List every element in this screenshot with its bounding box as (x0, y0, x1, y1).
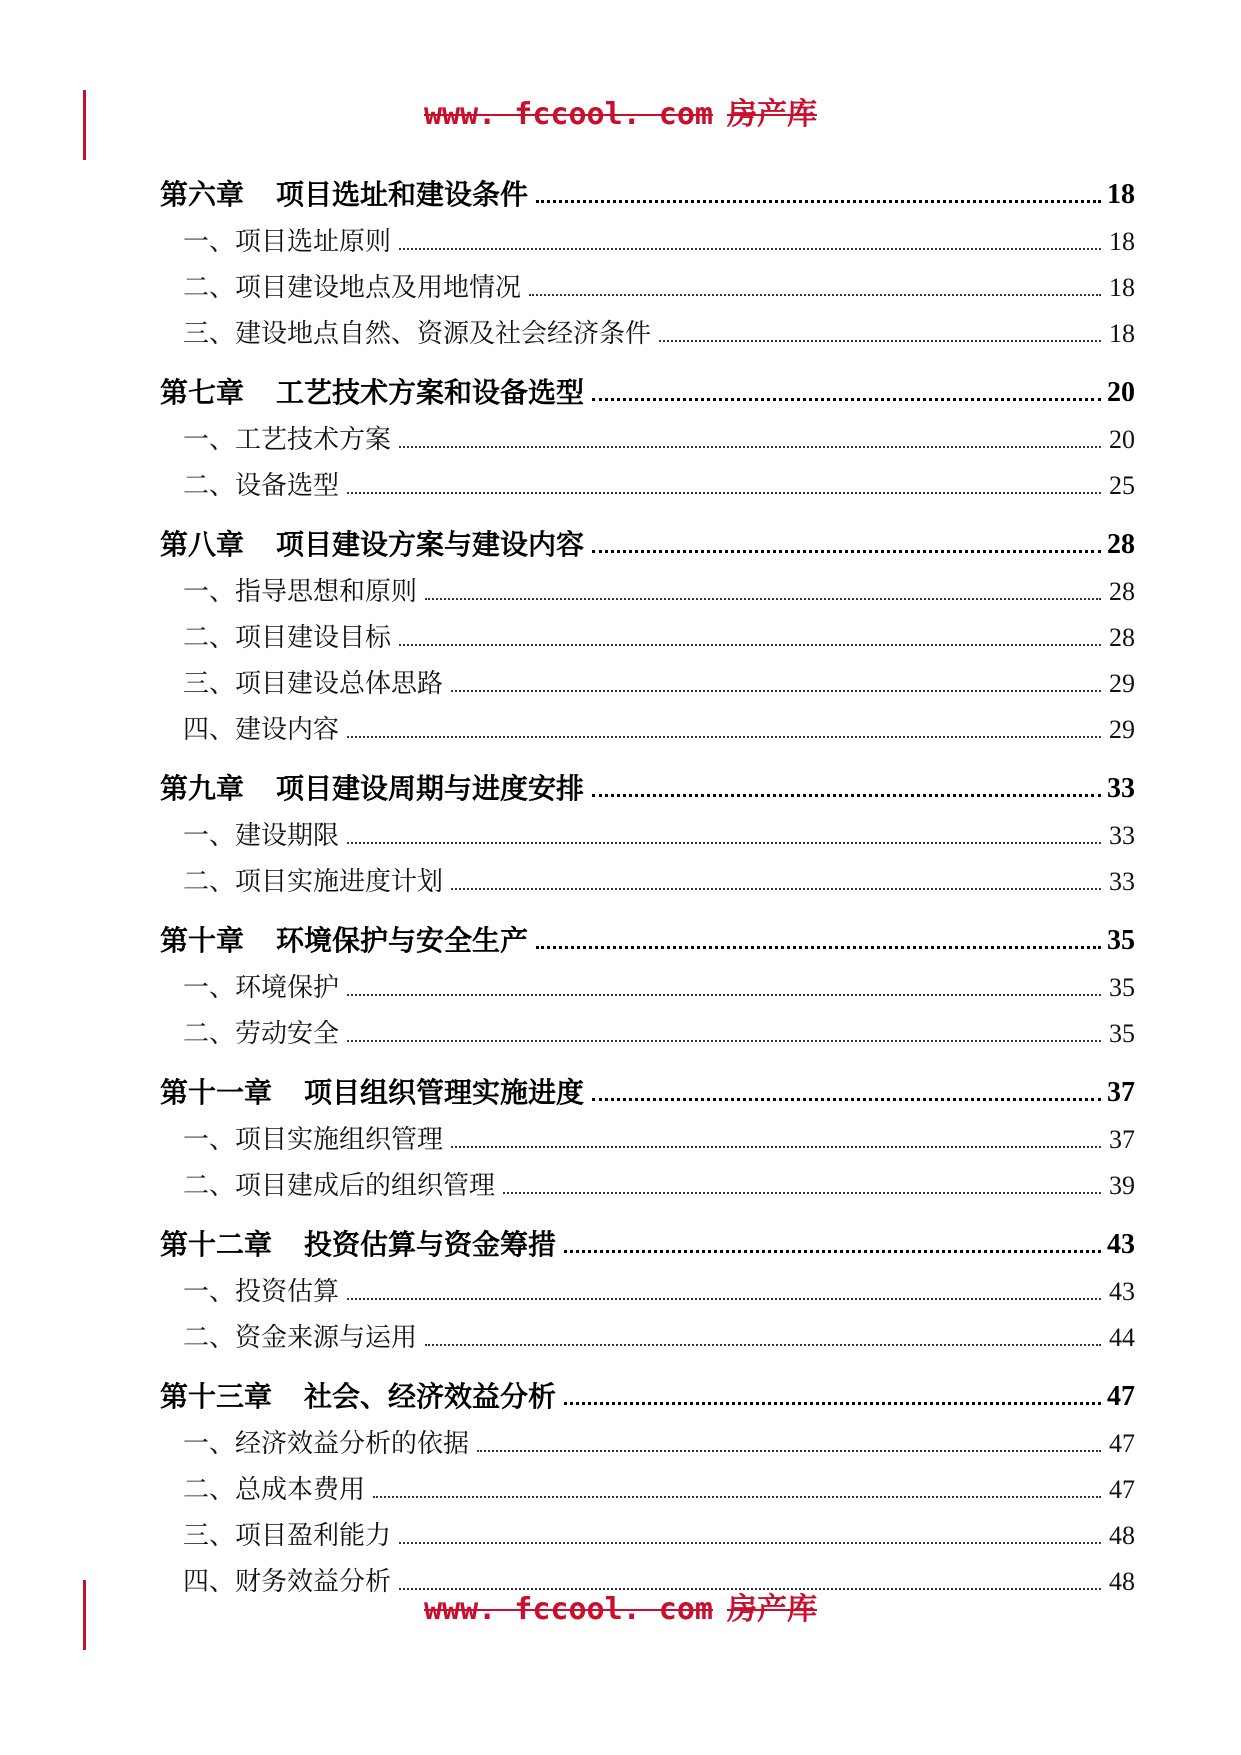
dot-leader (451, 888, 1101, 890)
toc-section[interactable] (160, 1111, 1135, 1157)
footer-url[interactable]: www. fccool. com (424, 1592, 713, 1627)
toc-section[interactable] (160, 1157, 1135, 1203)
dot-leader (592, 550, 1101, 553)
dot-leader (399, 644, 1101, 646)
section-number: 二、 (183, 1475, 236, 1504)
section-title: 财务效益分析 (235, 1567, 392, 1596)
section-page-number: 18 (1109, 319, 1135, 348)
dot-leader (425, 598, 1101, 600)
section-title: 总成本费用 (235, 1475, 366, 1504)
chapter-title: 项目建设周期与进度安排 (276, 773, 585, 804)
section-number: 二、 (183, 867, 236, 896)
dot-leader (592, 1098, 1101, 1101)
chapter-number: 第十三章 (160, 1381, 273, 1412)
section-number: 四、 (183, 715, 236, 744)
section-page-number: 20 (1109, 425, 1135, 454)
dot-leader (347, 1298, 1101, 1300)
dot-leader (347, 1040, 1101, 1042)
section-page-number: 33 (1109, 867, 1135, 896)
chapter-title: 社会、经济效益分析 (304, 1381, 557, 1412)
section-page-number: 48 (1109, 1521, 1135, 1550)
section-number: 一、 (183, 227, 236, 256)
section-title: 项目建设总体思路 (235, 669, 444, 698)
section-page-number: 35 (1109, 973, 1135, 1002)
dot-leader (536, 946, 1101, 949)
section-page-number: 37 (1109, 1125, 1135, 1154)
toc-section[interactable] (160, 853, 1135, 899)
section-title: 项目选址原则 (235, 227, 392, 256)
dot-leader (503, 1192, 1101, 1194)
section-page-number: 33 (1109, 821, 1135, 850)
dot-leader (451, 690, 1101, 692)
dot-leader (399, 248, 1101, 250)
chapter-title: 投资估算与资金筹措 (304, 1229, 557, 1260)
toc-section[interactable] (160, 1415, 1135, 1461)
section-title: 经济效益分析的依据 (235, 1429, 470, 1458)
section-page-number: 28 (1109, 577, 1135, 606)
chapter-page-number: 20 (1107, 377, 1135, 408)
toc-chapter-12[interactable] (160, 1213, 1135, 1263)
toc-section[interactable] (160, 411, 1135, 457)
toc-chapter-9[interactable] (160, 757, 1135, 807)
section-title: 资金来源与运用 (235, 1323, 418, 1352)
dot-leader (592, 794, 1101, 797)
section-page-number: 35 (1109, 1019, 1135, 1048)
section-page-number: 28 (1109, 623, 1135, 652)
toc-section[interactable] (160, 959, 1135, 1005)
dot-leader (425, 1344, 1101, 1346)
toc-section[interactable] (160, 259, 1135, 305)
header-url[interactable]: www. fccool. com (424, 97, 713, 132)
toc-section[interactable] (160, 563, 1135, 609)
section-number: 二、 (183, 1171, 236, 1200)
section-number: 一、 (183, 1429, 236, 1458)
section-page-number: 25 (1109, 471, 1135, 500)
chapter-title: 项目建设方案与建设内容 (276, 529, 585, 560)
toc-section[interactable] (160, 1507, 1135, 1553)
dot-leader (659, 340, 1101, 342)
section-page-number: 29 (1109, 669, 1135, 698)
section-page-number: 18 (1109, 227, 1135, 256)
section-title: 投资估算 (235, 1277, 340, 1306)
footer-banner[interactable] (0, 1590, 1241, 1630)
dot-leader (477, 1450, 1101, 1452)
section-page-number: 47 (1109, 1475, 1135, 1504)
section-title: 项目建成后的组织管理 (235, 1171, 496, 1200)
section-number: 一、 (183, 1125, 236, 1154)
toc-chapter-13[interactable] (160, 1365, 1135, 1415)
chapter-number: 第六章 (160, 179, 245, 210)
dot-leader (592, 398, 1101, 401)
table-of-contents (160, 163, 1135, 1599)
dot-leader (564, 1250, 1101, 1253)
section-title: 建设期限 (235, 821, 340, 850)
chapter-title: 工艺技术方案和设备选型 (276, 377, 585, 408)
section-page-number: 29 (1109, 715, 1135, 744)
chapter-number: 第八章 (160, 529, 245, 560)
section-number: 二、 (183, 1019, 236, 1048)
section-title: 指导思想和原则 (235, 577, 418, 606)
toc-chapter-6[interactable] (160, 163, 1135, 213)
section-title: 项目盈利能力 (235, 1521, 392, 1550)
chapter-page-number: 43 (1107, 1229, 1135, 1260)
dot-leader (536, 200, 1101, 203)
toc-section[interactable] (160, 1309, 1135, 1355)
chapter-number: 第九章 (160, 773, 245, 804)
section-number: 一、 (183, 1277, 236, 1306)
section-number: 四、 (183, 1567, 236, 1596)
section-number: 一、 (183, 425, 236, 454)
section-page-number: 18 (1109, 273, 1135, 302)
dot-leader (347, 994, 1101, 996)
chapter-number: 第十二章 (160, 1229, 273, 1260)
section-number: 一、 (183, 577, 236, 606)
section-page-number: 48 (1109, 1567, 1135, 1596)
dot-leader (373, 1496, 1101, 1498)
toc-chapter-11[interactable] (160, 1061, 1135, 1111)
toc-chapter-8[interactable] (160, 513, 1135, 563)
header-banner[interactable] (0, 95, 1241, 135)
footer-site-name[interactable]: 房产库 (726, 1592, 817, 1627)
section-page-number: 44 (1109, 1323, 1135, 1352)
dot-leader (399, 1542, 1101, 1544)
section-title: 建设内容 (235, 715, 340, 744)
section-title: 项目实施组织管理 (235, 1125, 444, 1154)
toc-section[interactable] (160, 457, 1135, 503)
dot-leader (529, 294, 1101, 296)
section-number: 一、 (183, 973, 236, 1002)
dot-leader (451, 1146, 1101, 1148)
chapter-page-number: 47 (1107, 1381, 1135, 1412)
toc-chapter-7[interactable] (160, 361, 1135, 411)
toc-section[interactable] (160, 609, 1135, 655)
section-title: 项目实施进度计划 (235, 867, 444, 896)
section-title: 项目建设地点及用地情况 (235, 273, 522, 302)
chapter-page-number: 33 (1107, 773, 1135, 804)
dot-leader (399, 446, 1101, 448)
toc-section[interactable] (160, 213, 1135, 259)
toc-chapter-10[interactable] (160, 909, 1135, 959)
toc-section[interactable] (160, 701, 1135, 747)
chapter-page-number: 37 (1107, 1077, 1135, 1108)
section-title: 设备选型 (235, 471, 340, 500)
section-title: 劳动安全 (235, 1019, 340, 1048)
section-title: 环境保护 (235, 973, 340, 1002)
chapter-number: 第十一章 (160, 1077, 273, 1108)
section-title: 工艺技术方案 (235, 425, 392, 454)
chapter-number: 第十章 (160, 925, 245, 956)
section-number: 二、 (183, 273, 236, 302)
section-page-number: 43 (1109, 1277, 1135, 1306)
section-title: 建设地点自然、资源及社会经济条件 (235, 319, 652, 348)
dot-leader (347, 736, 1101, 738)
section-number: 三、 (183, 1521, 236, 1550)
toc-section[interactable] (160, 807, 1135, 853)
section-page-number: 47 (1109, 1429, 1135, 1458)
toc-section[interactable] (160, 1263, 1135, 1309)
section-number: 二、 (183, 623, 236, 652)
toc-section[interactable] (160, 1005, 1135, 1051)
dot-leader (347, 842, 1101, 844)
section-title: 项目建设目标 (235, 623, 392, 652)
chapter-page-number: 35 (1107, 925, 1135, 956)
chapter-page-number: 18 (1107, 179, 1135, 210)
toc-section[interactable] (160, 305, 1135, 351)
chapter-title: 项目组织管理实施进度 (304, 1077, 585, 1108)
chapter-number: 第七章 (160, 377, 245, 408)
section-number: 二、 (183, 1323, 236, 1352)
section-number: 三、 (183, 319, 236, 348)
section-page-number: 39 (1109, 1171, 1135, 1200)
dot-leader (564, 1402, 1101, 1405)
section-number: 三、 (183, 669, 236, 698)
dot-leader (347, 492, 1101, 494)
section-number: 二、 (183, 471, 236, 500)
chapter-title: 项目选址和建设条件 (276, 179, 529, 210)
section-number: 一、 (183, 821, 236, 850)
toc-section[interactable] (160, 1461, 1135, 1507)
chapter-page-number: 28 (1107, 529, 1135, 560)
toc-section[interactable] (160, 655, 1135, 701)
chapter-title: 环境保护与安全生产 (276, 925, 529, 956)
header-site-name[interactable]: 房产库 (726, 97, 817, 132)
